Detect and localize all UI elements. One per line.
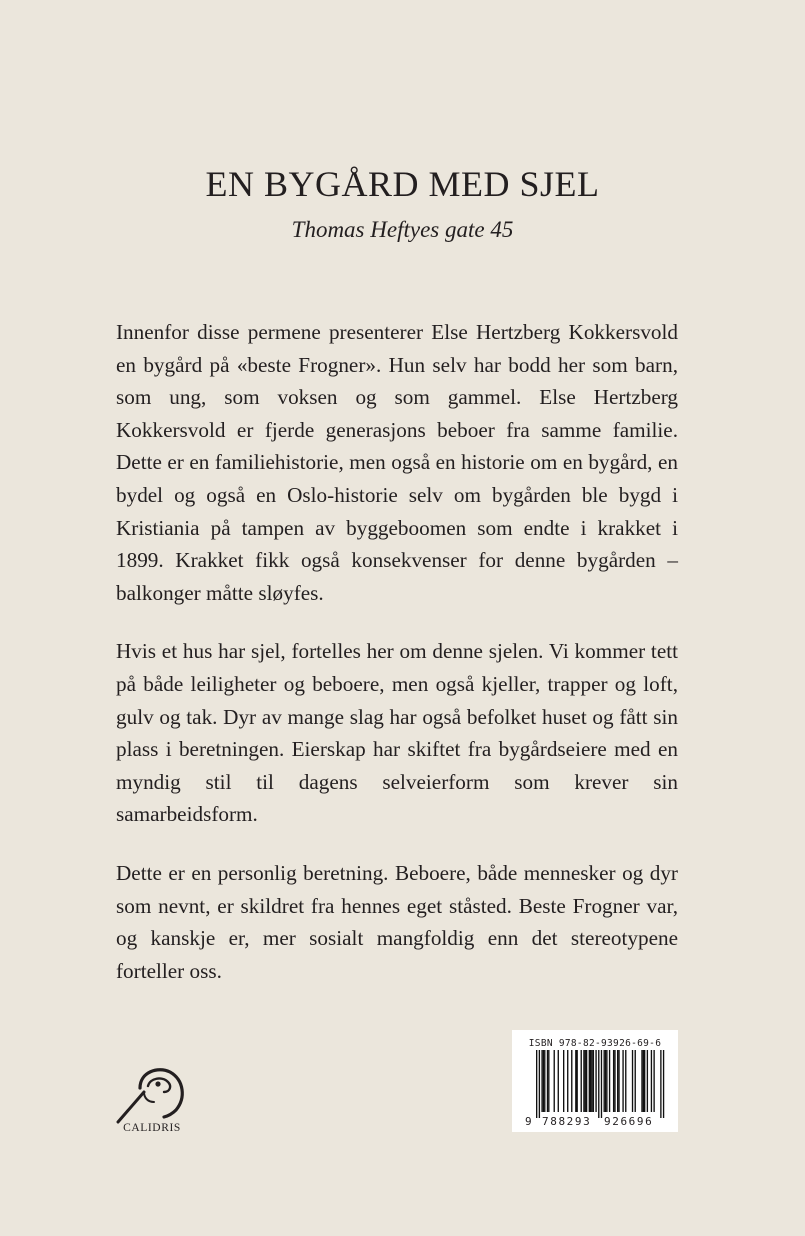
barcode-bar bbox=[595, 1050, 596, 1112]
barcode-bar bbox=[604, 1050, 605, 1112]
blurb-paragraph: Hvis et hus har sjel, fortelles her om denne sjelen. Vi kommer tett på både leiligheter og beboere, men også kjeller, trapper og loft, gulv og tak. Dyr av mange slag har også befolket huset og fått sin plass i beretningen. Eierskap har skiftet fra bygårdseiere med en myndig stil til dagens selveierform som krever sin samarbeidsform. bbox=[116, 639, 678, 827]
barcode-bar bbox=[589, 1050, 590, 1112]
publisher-logo bbox=[104, 1062, 200, 1142]
barcode-bar bbox=[544, 1050, 545, 1112]
calidris-bird-icon bbox=[114, 1062, 190, 1124]
barcode-bar bbox=[653, 1050, 654, 1112]
barcode-bar bbox=[590, 1050, 591, 1112]
barcode-bar bbox=[647, 1050, 648, 1112]
barcode-bar bbox=[563, 1050, 564, 1112]
isbn-barcode bbox=[512, 1030, 678, 1132]
barcode-bar bbox=[547, 1050, 548, 1112]
barcode-bar bbox=[543, 1050, 544, 1112]
blurb bbox=[116, 316, 678, 1013]
barcode-bar bbox=[593, 1050, 594, 1112]
publisher-name: CALIDRIS bbox=[123, 1122, 181, 1134]
barcode-bar bbox=[614, 1050, 615, 1112]
barcode-bar bbox=[643, 1050, 644, 1112]
barcode-bar bbox=[598, 1050, 599, 1118]
barcode-bar bbox=[651, 1050, 652, 1112]
barcode-bar bbox=[585, 1050, 586, 1112]
blurb-paragraph: Innenfor disse permene presenterer Else Hertzberg Kokkersvold en bygård på «beste Frogner». Hun selv har bodd her som barn, som ung, som voksen og som gammel. Else Hertzberg Kokkersvold er fjerde generasjons beboer fra samme familie. Dette er en familiehistorie, men også en historie om en bygård, en bydel og også en Oslo-historie selv om bygården ble bygd i Kristiania på tampen av byggeboomen som endte i krakket i 1899. Krakket fikk også konsekvenser for denne bygården – balkonger måtte sløyfes. bbox=[116, 320, 678, 605]
barcode-bar bbox=[575, 1050, 576, 1112]
barcode-bar bbox=[554, 1050, 555, 1112]
barcode-bar bbox=[577, 1050, 578, 1112]
barcode-bar bbox=[567, 1050, 568, 1112]
barcode-bar bbox=[609, 1050, 610, 1112]
barcode-bar bbox=[571, 1050, 572, 1112]
barcode-bar bbox=[632, 1050, 633, 1112]
barcode-bar bbox=[548, 1050, 549, 1112]
barcode-bar bbox=[622, 1050, 623, 1112]
barcode-bar bbox=[617, 1050, 618, 1112]
isbn-label: ISBN 978-82-93926-69-6 bbox=[528, 1038, 662, 1049]
barcode-bar bbox=[536, 1050, 537, 1118]
barcode-digits-left: 788293 bbox=[542, 1115, 592, 1128]
barcode-bar bbox=[558, 1050, 559, 1112]
barcode-bar bbox=[613, 1050, 614, 1112]
barcode-bar bbox=[583, 1050, 584, 1112]
barcode-bar bbox=[663, 1050, 664, 1118]
barcode-bar bbox=[618, 1050, 619, 1112]
blurb-paragraph: Dette er en personlig beretning. Beboere, både mennesker og dyr som nevnt, er skildret fra hennes eget ståsted. Beste Frogner var, og kanskje er, mer sosialt mangfoldig enn det stereotypene forteller oss. bbox=[116, 860, 678, 983]
barcode-bar bbox=[541, 1050, 542, 1112]
barcode-bar bbox=[641, 1050, 642, 1112]
barcode-digits-right: 926696 bbox=[604, 1115, 654, 1128]
barcode-bar bbox=[644, 1050, 645, 1112]
barcode-bar bbox=[605, 1050, 606, 1112]
book-title: EN BYGÅRD MED SJEL bbox=[205, 164, 600, 204]
barcode-digit-first: 9 bbox=[525, 1115, 532, 1128]
barcode-bar bbox=[625, 1050, 626, 1112]
barcode-bar bbox=[635, 1050, 636, 1112]
barcode-bar bbox=[539, 1050, 540, 1118]
barcode-bar bbox=[591, 1050, 592, 1112]
barcode-bar bbox=[660, 1050, 661, 1118]
barcode-bar bbox=[586, 1050, 587, 1112]
barcode-bar bbox=[601, 1050, 602, 1118]
barcode-bar bbox=[581, 1050, 582, 1112]
book-subtitle: Thomas Heftyes gate 45 bbox=[291, 217, 514, 242]
barcode-bar bbox=[606, 1050, 607, 1112]
